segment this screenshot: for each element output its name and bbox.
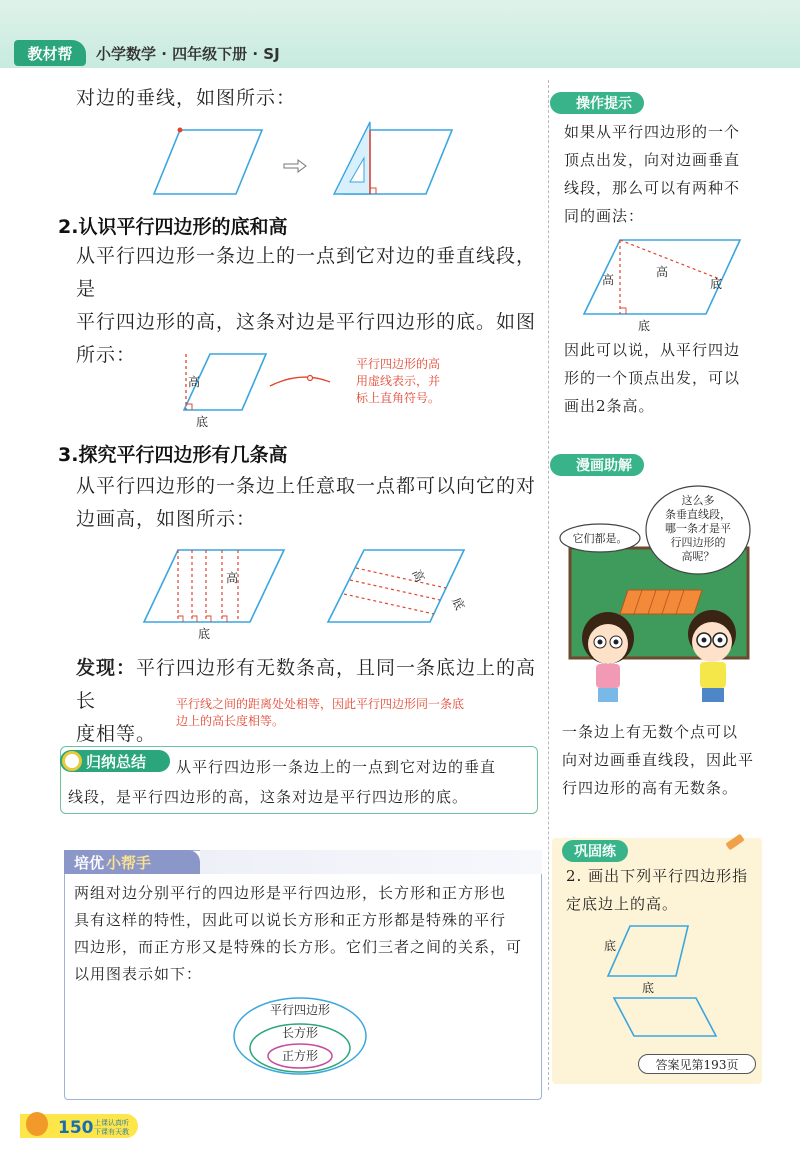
tip-line: 因此可以说，从平行四边 — [564, 341, 741, 359]
left-height-label: 高 — [226, 571, 239, 585]
tip-line: 同的画法： — [564, 207, 645, 225]
tip-h1: 高 — [602, 273, 615, 287]
note-line: 平行线之间的距离处处相等，因此平行四边形同一条底 — [176, 697, 465, 711]
figure-vertex-perpendicular — [140, 118, 470, 200]
paragraph-line: 边画高，如图所示： — [76, 508, 257, 530]
finding-line1: 平行四边形有无数条高，且同一条底边上的高长 — [76, 657, 537, 712]
section2-heading: 2.认识平行四边形的底和高 — [58, 216, 288, 238]
helper-line: 以用图表示如下： — [74, 965, 203, 983]
practice-base2: 底 — [642, 981, 655, 995]
practice-text — [566, 862, 756, 918]
note-line: 标上直角符号。 — [356, 391, 441, 405]
finding-line2: 度相等。 — [76, 723, 157, 745]
helper-tag-part2: 小帮手 — [106, 853, 152, 872]
helper-stripe — [200, 850, 542, 874]
base-label: 底 — [196, 415, 209, 429]
bubble-right-line: 条垂直线段， — [665, 508, 731, 521]
tip-line: 如果从平行四边形的一个 — [564, 123, 741, 141]
tip-line: 顶点出发，向对边画垂直 — [564, 151, 741, 169]
note-line: 用虚线表示，并 — [356, 374, 441, 388]
tip-figure — [576, 232, 746, 336]
venn-label-rectangle: 长方形 — [281, 1026, 319, 1040]
right-base-label: 底 — [449, 595, 468, 613]
section3-paragraph — [76, 470, 546, 536]
summary-line1: 从平行四边形一条边上的一点到它对边的垂直 — [176, 758, 497, 776]
bubble-left: 它们都是。 — [572, 532, 628, 545]
comic-line: 向对边画垂直线段，因此平 — [562, 751, 755, 769]
slogan-line: 下课有天教 — [94, 1128, 129, 1136]
page-number: 150 — [58, 1118, 94, 1138]
paragraph-line: 平行四边形的高，这条对边是平行四边形的底。如图 — [76, 311, 537, 333]
target-icon — [62, 751, 82, 771]
helper-text — [74, 880, 534, 988]
tip-line: 形的一个顶点出发，可以 — [564, 369, 741, 387]
comic-text — [562, 718, 762, 802]
tip-base2: 底 — [710, 277, 723, 291]
helper-line: 四边形，而正方形又是特殊的长方形。它们三者之间的关系，可 — [74, 938, 523, 956]
mascot-icon — [26, 1112, 48, 1136]
right-height-label: 高 — [409, 567, 428, 585]
book-title: 小学数学 · 四年级下册 · SJ — [96, 45, 280, 63]
tip-text1 — [564, 118, 764, 230]
comic-line: 一条边上有无数个点可以 — [562, 723, 739, 741]
finding-label: 发现： — [76, 657, 137, 679]
practice-figures — [596, 920, 726, 1050]
tip-line: 画出2条高。 — [564, 397, 655, 415]
intro-line: 对边的垂线，如图所示： — [76, 87, 297, 109]
left-base-label: 底 — [198, 627, 211, 641]
comic-tag: 漫画助解 — [550, 454, 644, 476]
summary-line2: 线段，是平行四边形的高，这条对边是平行四边形的底。 — [68, 788, 469, 806]
bubble-right-line: 高呢？ — [681, 550, 715, 563]
comic-line: 行四边形的高有无数条。 — [562, 779, 739, 797]
tip-text2 — [564, 336, 764, 420]
summary-tag: 归纳总结 — [60, 750, 170, 772]
tip-h2: 高 — [656, 265, 669, 279]
practice-line: 2. 画出下列平行四边形指 — [566, 867, 749, 885]
practice-base1: 底 — [604, 939, 617, 953]
practice-tag: 巩固练 — [562, 840, 628, 862]
note-line: 边上的高长度相等。 — [176, 714, 285, 728]
bubble-right-line: 行四边形的 — [670, 536, 726, 549]
footer-slogan — [94, 1119, 129, 1137]
tip-line: 线段，那么可以有两种不 — [564, 179, 741, 197]
tip-base1: 底 — [638, 319, 651, 333]
finding-note — [176, 696, 464, 730]
tip-tag: 操作提示 — [550, 92, 644, 114]
bubble-right-line: 哪一条才是平 — [665, 522, 731, 535]
paragraph-line: 从平行四边形一条边上的一点到它对边的垂直线段，是 — [76, 245, 537, 300]
bubble-right-line: 这么多 — [681, 494, 715, 507]
slogan-line: 上课认真听 — [94, 1119, 129, 1127]
venn-label-square: 正方形 — [281, 1049, 319, 1063]
figure-many-heights — [134, 542, 514, 646]
column-divider — [548, 80, 549, 1090]
venn-label-parallelogram: 平行四边形 — [269, 1003, 331, 1017]
helper-line: 两组对边分别平行的四边形是平行四边形，长方形和正方形也 — [74, 884, 507, 902]
venn-diagram — [230, 994, 370, 1078]
note-line: 平行四边形的高 — [356, 357, 441, 371]
height-label: 高 — [188, 375, 201, 389]
brand-tag: 教材帮 — [14, 40, 86, 66]
paragraph-line: 从平行四边形的一条边上任意取一点都可以向它的对 — [76, 475, 537, 497]
section3-heading: 3.探究平行四边形有几条高 — [58, 444, 288, 466]
comic-illustration — [558, 484, 758, 710]
helper-tag — [64, 850, 200, 874]
helper-line: 具有这样的特性，因此可以说长方形和正方形都是特殊的平行 — [74, 911, 507, 929]
height-note — [356, 356, 440, 407]
helper-tag-part1: 培优 — [74, 853, 105, 872]
figure-height-base — [160, 346, 340, 432]
practice-line: 定底边上的高。 — [566, 895, 679, 913]
answer-reference: 答案见第193页 — [638, 1054, 756, 1074]
paragraph-line: 所示： — [76, 344, 137, 366]
